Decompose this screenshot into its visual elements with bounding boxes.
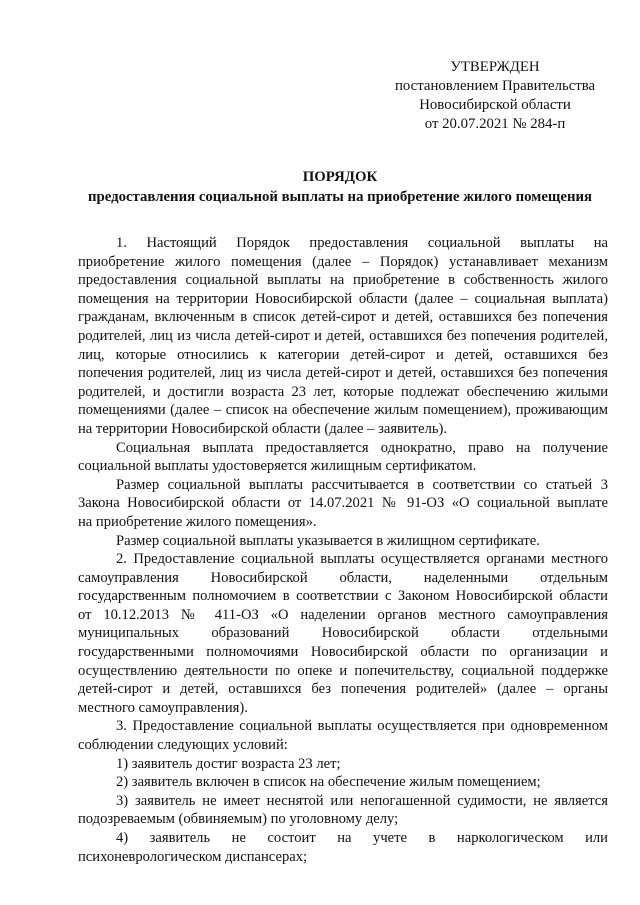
text-line: 4) заявитель не состоит на учете в наркологическом или [116,830,608,846]
text-line: родителей, и достигли возраста 23 лет, которые подлежат обеспечению жилыми [78,383,608,400]
text-line: государственными полномочиями Новосибирской области по организации и [78,644,608,661]
text-line: Размер социальной выплаты указывается в жилищном сертификате. [116,532,540,549]
text-line: местного самоуправления). [78,699,248,716]
approval-line-1: УТВЕРЖДЕН [450,59,540,75]
text-line: гражданам, включенным в список детей-сирот и детей, оставшихся без попечения [78,309,608,326]
text-line: от 10.12.2013 № 411-ОЗ «О наделении органов местного самоуправления [78,606,608,623]
text-line: самоуправления Новосибирской области, наделенными отдельным [78,569,608,586]
text-line: Социальная выплата предоставляется однократно, право на получение [116,439,608,456]
text-line: 1. Настоящий Порядок предоставления социальной выплаты на [116,235,608,251]
text-line: муниципальных образований Новосибирской области отдельными [78,625,608,642]
text-line: подозреваемым (обвиняемым) по уголовному делу; [78,811,399,828]
document-title: ПОРЯДОК [302,169,378,185]
approval-line-4: от 20.07.2021 № 284-п [424,116,566,132]
text-line: психоневрологическом диспансерах; [78,848,308,865]
approval-block [395,58,595,134]
text-line: лиц, которые относились к категории детей-сирот и детей, оставшихся без [78,346,608,363]
text-line: на приобретение жилого помещения». [78,513,317,530]
document-subtitle: предоставления социальной выплаты на приобретение жилого помещения [87,189,593,205]
text-line: 2. Предоставление социальной выплаты осуществляется органами местного [116,551,608,568]
document-body [78,234,608,866]
text-line: приобретение жилого помещения (далее – Порядок) устанавливает механизм [78,253,608,270]
text-line: осуществлению деятельности по опеке и попечительству, социальной поддержке [78,662,608,679]
text-line: 3. Предоставление социальной выплаты осуществляется при одновременном [116,718,608,735]
text-line: 2) заявитель включен в список на обеспечение жилым помещением; [116,774,541,791]
text-line: помещениями (далее – список на обеспечение жилым помещением), проживающим [78,402,608,419]
text-line: государственным полномочием в соответствии с Законом Новосибирской области [78,588,608,605]
text-line: попечения родителей, лиц из числа детей-сирот и детей, оставшихся без попечения [78,365,608,382]
text-line: Закона Новосибирской области от 14.07.2021 № 91-ОЗ «О социальной выплате [78,495,608,512]
approval-line-2: постановлением Правительства [395,78,596,94]
text-line: помещения на территории Новосибирской области (далее – социальная выплата) [78,290,608,307]
text-line: соблюдении следующих условий: [78,737,288,754]
text-line: на территории Новосибирской области (далее – заявитель). [78,420,448,437]
text-line: детей-сирот и детей, оставшихся без попечения родителей» (далее – органы [78,681,608,698]
text-line: социальной выплаты удостоверяется жилищным сертификатом. [78,458,477,475]
text-line: Размер социальной выплаты рассчитывается в соответствии со статьей 3 [116,476,608,493]
text-line: 1) заявитель достиг возраста 23 лет; [116,755,341,772]
text-line: 3) заявитель не имеет неснятой или непогашенной судимости, не является [116,792,608,809]
approval-line-3: Новосибирской области [419,97,571,113]
text-line: родителей, лиц из числа детей-сирот и детей, оставшихся без попечения родителей, [78,327,608,344]
text-line: предоставления социальной выплаты на приобретение в собственность жилого [78,272,608,289]
